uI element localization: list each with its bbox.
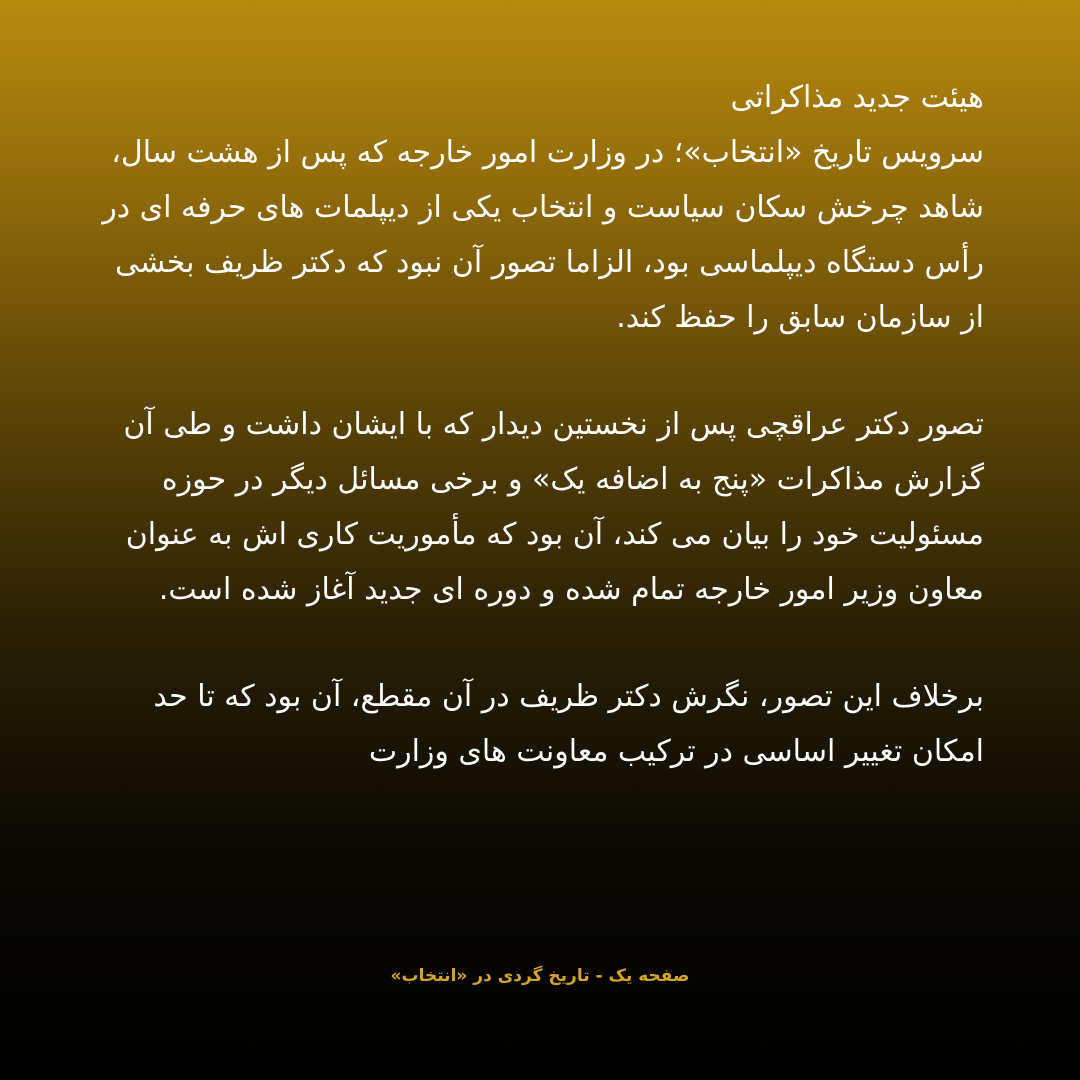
- article-body: [100, 70, 984, 779]
- article-heading: هیئت جدید مذاکراتی: [730, 80, 984, 115]
- paragraph-spacer: [100, 345, 984, 397]
- article-paragraph-1: سرویس تاریخ «انتخاب»؛ در وزارت امور خارجه که پس از هشت سال، شاهد چرخش سکان سیاست و انتخاب یکی از دیپلمات های حرفه ای در رأس دستگاه دیپلماسی بود، الزاما تصور آن نبود که دکتر ظریف بخشی از سازمان سابق را حفظ کند.: [102, 135, 984, 335]
- article-paragraph-2: تصور دکتر عراقچی پس از نخستین دیدار که با ایشان داشت و طی آن گزارش مذاکرات «پنج به اضافه یک» و برخی مسائل دیگر در حوزه مسئولیت خود را بیان می کند، آن بود که مأموریت کاری اش به عنوان معاون وزیر امور خارجه تمام شده و دوره ای جدید آغاز شده است.: [123, 407, 984, 607]
- article-paragraph-3: برخلاف این تصور، نگرش دکتر ظریف در آن مقطع، آن بود که تا حد امکان تغییر اساسی در ترکیب معاونت های وزارت: [153, 679, 984, 769]
- paragraph-spacer: [100, 617, 984, 669]
- page-caption: صفحه یک - تاریخ گردی در «انتخاب»: [390, 966, 690, 986]
